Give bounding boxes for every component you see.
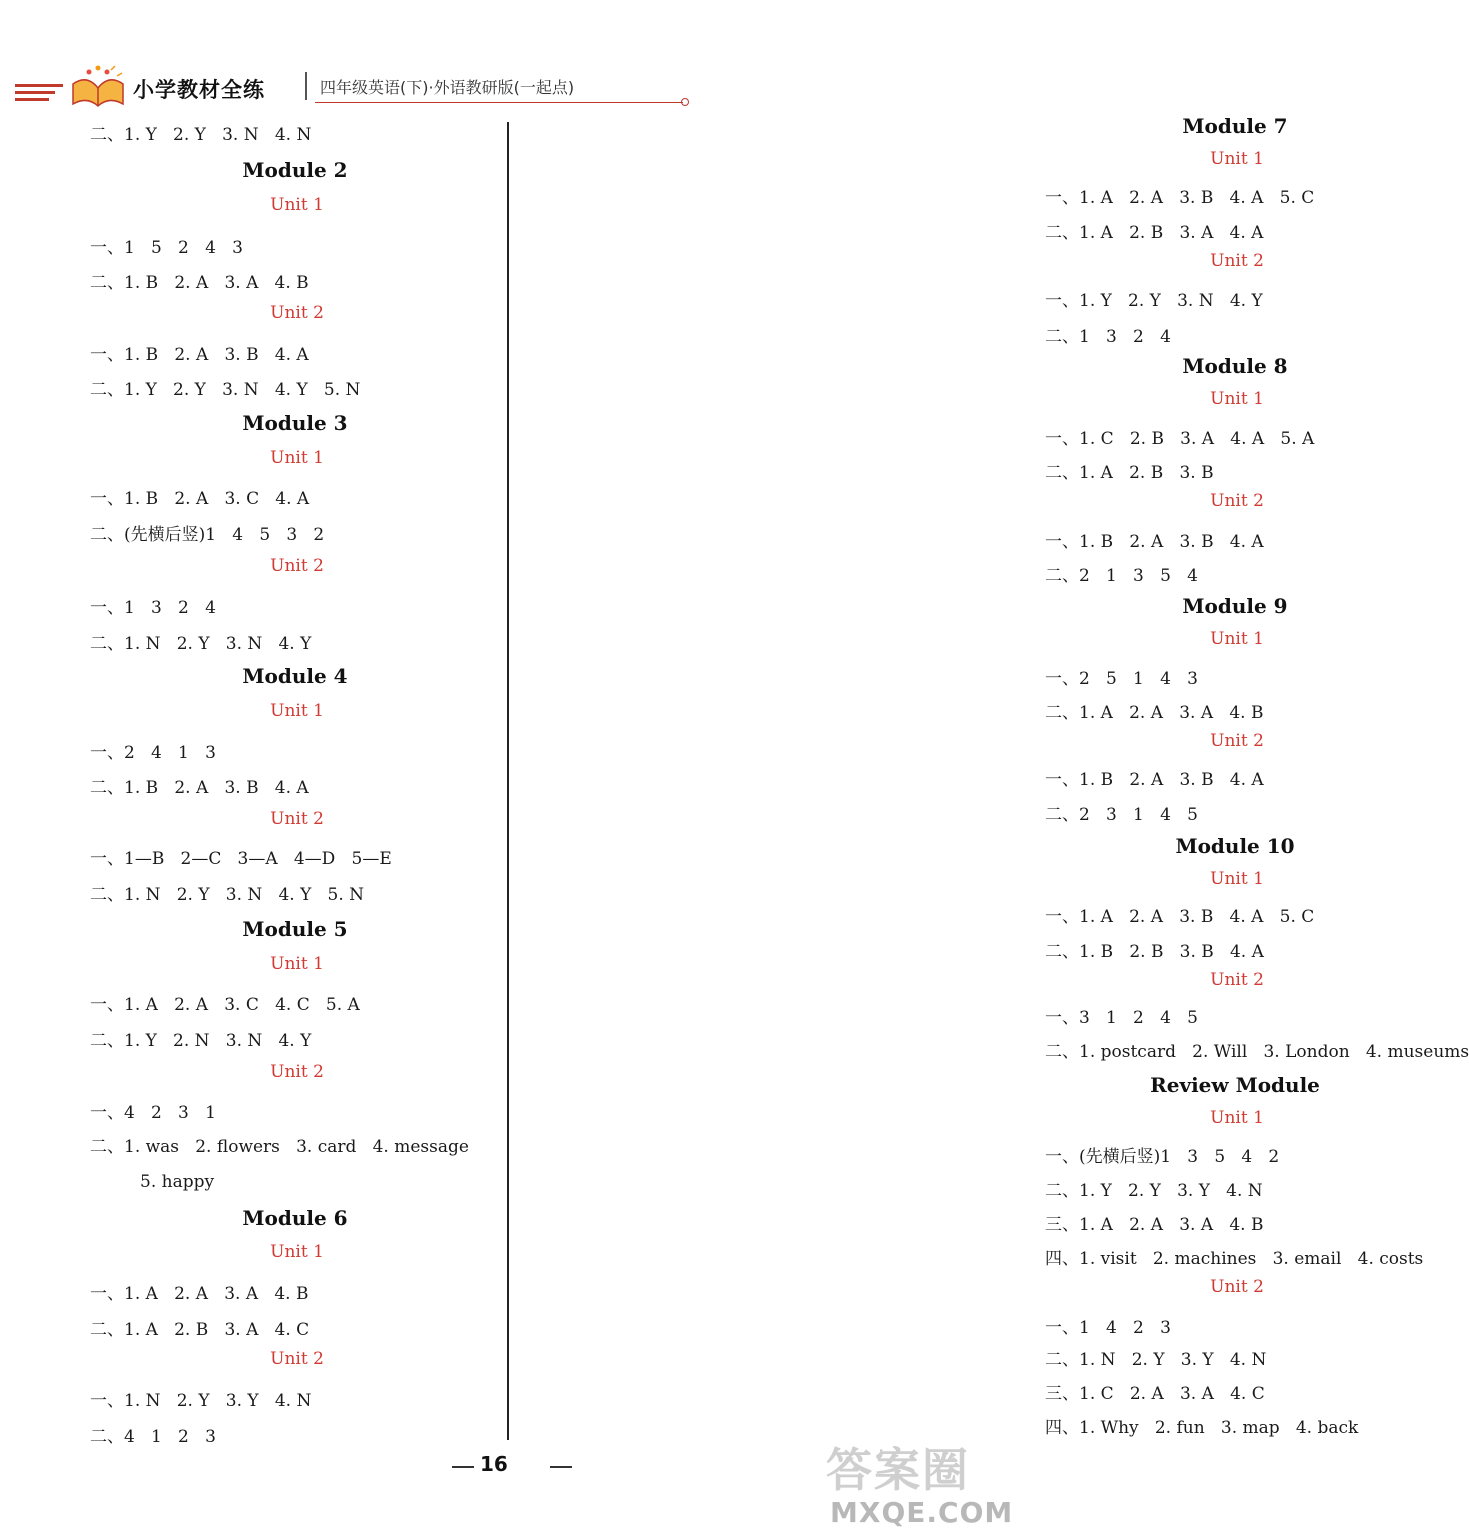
module-heading: Module 8 — [1182, 354, 1288, 378]
unit-heading: Unit 2 — [1210, 491, 1264, 511]
answer-line: 一、1. A 2. A 3. B 4. A 5. C — [1045, 907, 1315, 927]
unit-heading: Unit 1 — [270, 954, 324, 974]
answer-line: 一、1. B 2. A 3. B 4. A — [90, 345, 309, 365]
page-header — [15, 62, 685, 112]
answer-line: 一、1. C 2. B 3. A 4. A 5. A — [1045, 429, 1315, 449]
unit-heading: Unit 2 — [270, 303, 324, 323]
answer-line: 一、1. A 2. A 3. A 4. B — [90, 1284, 309, 1304]
module-heading: Module 9 — [1182, 594, 1288, 618]
book-subtitle: 四年级英语(下)·外语教研版(一起点) — [320, 78, 575, 97]
answer-line: 二、1. was 2. flowers 3. card 4. message — [90, 1137, 469, 1157]
answer-line: 二、1. Y 2. Y 3. Y 4. N — [1045, 1181, 1263, 1201]
unit-heading: Unit 2 — [270, 1349, 324, 1369]
answer-line: 一、1. B 2. A 3. B 4. A — [1045, 770, 1264, 790]
watermark-logo: 答案圈 — [826, 1443, 970, 1497]
answer-line: 二、1. A 2. B 3. A 4. A — [1045, 223, 1264, 243]
unit-heading: Unit 1 — [1210, 629, 1264, 649]
unit-heading: Unit 2 — [1210, 731, 1264, 751]
answer-line: 二、1. A 2. B 3. B — [1045, 463, 1214, 483]
answer-line: 5. happy — [140, 1172, 215, 1192]
answer-line: 二、4 1 2 3 — [90, 1427, 216, 1447]
answer-line: 二、1. Y 2. Y 3. N 4. Y 5. N — [90, 380, 361, 400]
answer-line: 一、1 3 2 4 — [90, 598, 216, 618]
answer-line: 二、1. B 2. A 3. B 4. A — [90, 778, 309, 798]
answer-line: 二、1. B 2. B 3. B 4. A — [1045, 942, 1264, 962]
unit-heading: Unit 2 — [270, 809, 324, 829]
module-heading: Module 5 — [242, 917, 348, 941]
answer-line: 二、1. N 2. Y 3. Y 4. N — [1045, 1350, 1267, 1370]
answer-line: 一、1—B 2—C 3—A 4—D 5—E — [90, 849, 392, 869]
answer-line: 一、1. B 2. A 3. C 4. A — [90, 489, 310, 509]
answer-line: 二、1 3 2 4 — [1045, 327, 1171, 347]
answer-line: 二、1. Y 2. N 3. N 4. Y — [90, 1031, 312, 1051]
logo-stripes — [15, 84, 63, 105]
unit-heading: Unit 1 — [270, 448, 324, 468]
unit-heading: Unit 2 — [1210, 251, 1264, 271]
watermark-site: MXQE.COM — [830, 1496, 1014, 1529]
answer-line: 三、1. A 2. A 3. A 4. B — [1045, 1215, 1264, 1235]
header-rule-endcap — [681, 98, 689, 106]
series-brand-title: 小学教材全练 — [133, 78, 265, 102]
column-divider — [507, 122, 509, 1440]
answer-line: 二、1. N 2. Y 3. N 4. Y — [90, 634, 312, 654]
answer-line: 一、1. Y 2. Y 3. N 4. Y — [1045, 291, 1263, 311]
answer-line: 二、1. B 2. A 3. A 4. B — [90, 273, 309, 293]
unit-heading: Unit 2 — [1210, 1277, 1264, 1297]
answer-line: 一、1. N 2. Y 3. Y 4. N — [90, 1391, 312, 1411]
unit-heading: Unit 2 — [270, 556, 324, 576]
module-heading: Module 3 — [242, 411, 348, 435]
answer-line: 二、1. A 2. B 3. A 4. C — [90, 1320, 310, 1340]
answer-line: 四、1. Why 2. fun 3. map 4. back — [1045, 1418, 1359, 1438]
unit-heading: Unit 1 — [1210, 149, 1264, 169]
open-book-logo-icon — [67, 64, 129, 108]
answer-line: 一、4 2 3 1 — [90, 1103, 216, 1123]
unit-heading: Unit 2 — [270, 1062, 324, 1082]
unit-heading: Unit 1 — [1210, 869, 1264, 889]
unit-heading: Unit 1 — [1210, 389, 1264, 409]
answer-line: 一、3 1 2 4 5 — [1045, 1008, 1198, 1028]
answer-line: 一、2 5 1 4 3 — [1045, 669, 1198, 689]
module-heading: Module 10 — [1175, 834, 1295, 858]
answer-line: 三、1. C 2. A 3. A 4. C — [1045, 1384, 1265, 1404]
module-heading: Module 2 — [242, 158, 348, 182]
module-heading: Module 6 — [242, 1206, 348, 1230]
answer-line: 二、1. postcard 2. Will 3. London 4. museums — [1045, 1042, 1469, 1062]
page-number-dash-right — [550, 1466, 572, 1468]
answer-line: 二、(先横后竖)1 4 5 3 2 — [90, 525, 325, 545]
answer-line: 一、(先横后竖)1 3 5 4 2 — [1045, 1147, 1280, 1167]
unit-heading: Unit 1 — [1210, 1108, 1264, 1128]
header-separator — [305, 72, 307, 100]
answer-line: 二、2 1 3 5 4 — [1045, 566, 1198, 586]
answer-line: 一、1. B 2. A 3. B 4. A — [1045, 532, 1264, 552]
header-rule — [315, 102, 683, 103]
answer-line: 四、1. visit 2. machines 3. email 4. costs — [1045, 1249, 1424, 1269]
answer-line: 一、1. A 2. A 3. B 4. A 5. C — [1045, 188, 1315, 208]
unit-heading: Unit 2 — [1210, 970, 1264, 990]
unit-heading: Unit 1 — [270, 1242, 324, 1262]
module-heading: Review Module — [1150, 1073, 1320, 1097]
answer-line: 一、2 4 1 3 — [90, 743, 216, 763]
answer-line: 二、1. N 2. Y 3. N 4. Y 5. N — [90, 885, 365, 905]
unit-heading: Unit 1 — [270, 701, 324, 721]
answer-line: 二、1. A 2. A 3. A 4. B — [1045, 703, 1264, 723]
module-heading: Module 7 — [1182, 114, 1288, 138]
page-number-dash-left — [452, 1466, 474, 1468]
answer-line: 一、1 5 2 4 3 — [90, 238, 243, 258]
answer-line: 一、1 4 2 3 — [1045, 1318, 1171, 1338]
unit-heading: Unit 1 — [270, 195, 324, 215]
answer-line: 二、1. Y 2. Y 3. N 4. N — [90, 125, 312, 145]
module-heading: Module 4 — [242, 664, 348, 688]
answer-line: 二、2 3 1 4 5 — [1045, 805, 1198, 825]
answer-line: 一、1. A 2. A 3. C 4. C 5. A — [90, 995, 360, 1015]
page-number: 16 — [480, 1452, 508, 1476]
